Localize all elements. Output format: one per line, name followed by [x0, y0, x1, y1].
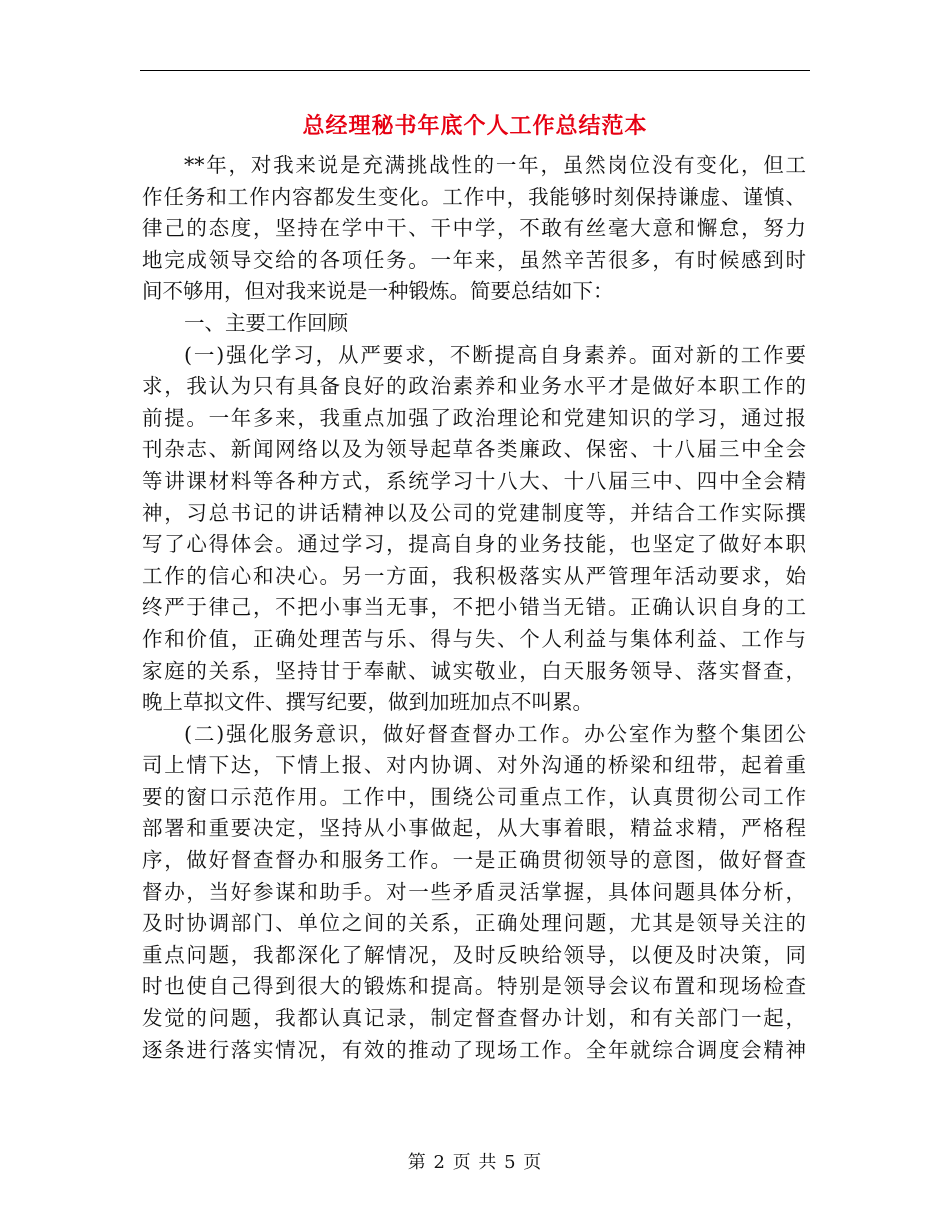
- body-line: 地完成领导交给的各项任务。一年来，虽然辛苦很多，有时候感到时: [142, 247, 806, 272]
- body-line: 求，我认为只有具备良好的政治素养和业务水平才是做好本职工作的: [142, 374, 806, 399]
- body-line: 刊杂志、新闻网络以及为领导起草各类廉政、保密、十八届三中全会: [142, 437, 806, 462]
- body-line: 逐条进行落实情况，有效的推动了现场工作。全年就综合调度会精神: [142, 1037, 806, 1062]
- body-line: 司上情下达，下情上报、对内协调、对外沟通的桥梁和纽带，起着重: [142, 753, 806, 778]
- body-line: 等讲课材料等各种方式，系统学习十八大、十八届三中、四中全会精: [142, 468, 806, 493]
- body-line: 序，做好督查督办和服务工作。一是正确贯彻领导的意图，做好督查: [142, 848, 806, 873]
- body-line: 工作的信心和决心。另一方面，我积极落实从严管理年活动要求，始: [142, 563, 806, 588]
- body-line: 时也使自己得到很大的锻炼和提高。特别是领导会议布置和现场检查: [142, 974, 806, 999]
- body-line: 督办，当好参谋和助手。对一些矛盾灵活掌握，具体问题具体分析，: [142, 879, 806, 904]
- body-line: 律己的态度，坚持在学中干、干中学，不敢有丝毫大意和懈怠，努力: [142, 216, 806, 241]
- page-footer: 第 2 页 共 5 页: [407, 1152, 543, 1173]
- body-line: 部署和重要决定，坚持从小事做起，从大事着眼，精益求精，严格程: [142, 816, 806, 841]
- body-line: 作和价值，正确处理苦与乐、得与失、个人利益与集体利益、工作与: [142, 626, 806, 651]
- body-line: 要的窗口示范作用。工作中，围绕公司重点工作，认真贯彻公司工作: [142, 784, 806, 809]
- body-line: 一、主要工作回顾: [184, 310, 348, 335]
- body-line: 前提。一年多来，我重点加强了政治理论和党建知识的学习，通过报: [142, 405, 806, 430]
- body-line: 家庭的关系，坚持甘于奉献、诚实敬业，白天服务领导、落实督查，: [142, 658, 806, 683]
- body-line: 间不够用，但对我来说是一种锻炼。简要总结如下：: [142, 279, 614, 304]
- body-line: 终严于律己，不把小事当无事，不把小错当无错。正确认识自身的工: [142, 595, 806, 620]
- body-line: 神，习总书记的讲话精神以及公司的党建制度等，并结合工作实际撰: [142, 500, 806, 525]
- document-title: 总经理秘书年底个人工作总结范本: [302, 114, 648, 139]
- body-line: 发觉的问题，我都认真记录，制定督查督办计划，和有关部门一起，: [142, 1006, 806, 1031]
- body-line: 写了心得体会。通过学习，提高自身的业务技能，也坚定了做好本职: [142, 532, 806, 557]
- body-line: 作任务和工作内容都发生变化。工作中，我能够时刻保持谦虚、谨慎、: [142, 184, 806, 209]
- body-line: 重点问题，我都深化了解情况，及时反映给领导，以便及时决策，同: [142, 942, 806, 967]
- body-line: **年，对我来说是充满挑战性的一年，虽然岗位没有变化，但工: [184, 153, 806, 177]
- body-line: 及时协调部门、单位之间的关系，正确处理问题，尤其是领导关注的: [142, 911, 806, 936]
- body-line: (二)强化服务意识，做好督查督办工作。办公室作为整个集团公: [184, 721, 806, 746]
- document-body: [142, 150, 806, 1066]
- body-line: (一)强化学习，从严要求，不断提高自身素养。面对新的工作要: [184, 342, 806, 367]
- header-rule: [140, 70, 810, 71]
- body-line: 晚上草拟文件、撰写纪要，做到加班加点不叫累。: [142, 690, 593, 715]
